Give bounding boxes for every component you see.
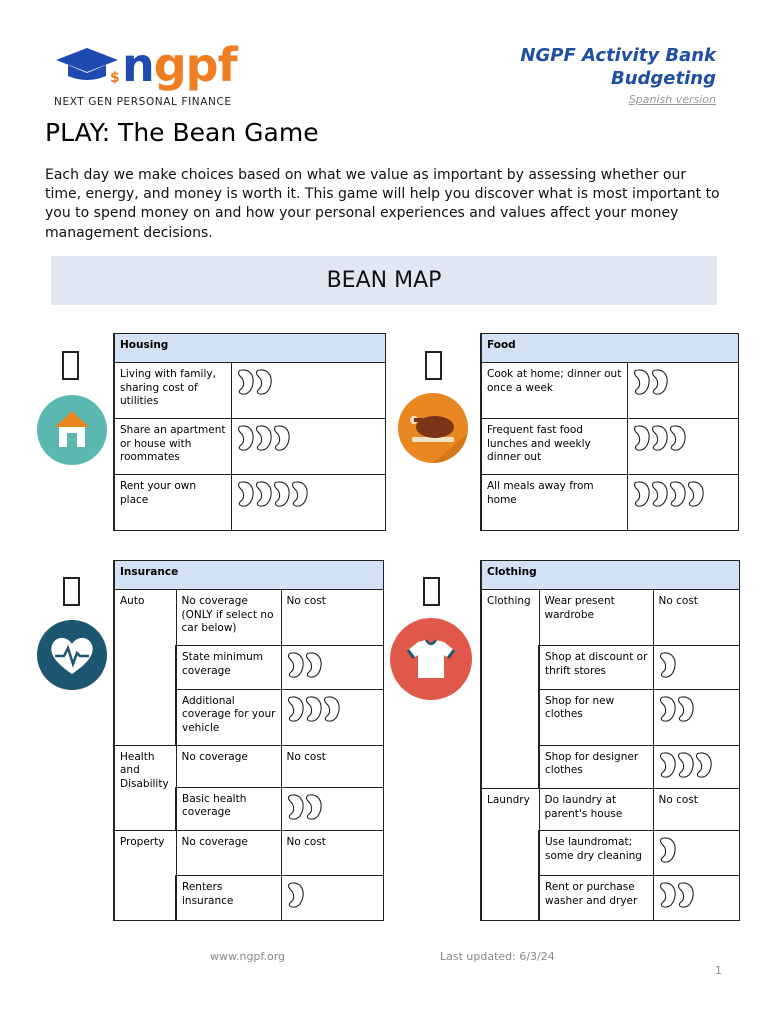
clothing-option: Use laundromat; some dry cleaning: [539, 831, 653, 876]
bean-icon: [287, 695, 305, 723]
bean-cell: [653, 745, 740, 789]
bean-cell: [281, 646, 384, 690]
bean-icon: [287, 651, 305, 679]
page-number: 1: [715, 964, 722, 977]
bean-icon: [695, 751, 713, 779]
cost-cell: No cost: [653, 789, 740, 831]
clothing-group-label: Clothing: [481, 590, 539, 789]
bean-icon: [651, 368, 669, 396]
insurance-group-label: Property: [114, 831, 176, 921]
insurance-option: No coverage (ONLY if select no car below): [176, 590, 281, 646]
bean-cell: [232, 419, 386, 475]
bean-icon: [659, 881, 677, 909]
cost-cell: No cost: [281, 745, 384, 787]
clothing-option: Wear present wardrobe: [539, 590, 653, 646]
bean-cell: [281, 787, 384, 831]
cost-cell: No cost: [653, 590, 740, 646]
missing-glyph-icon: [423, 577, 440, 606]
ngpf-logo: [54, 38, 254, 110]
bean-icon: [237, 368, 255, 396]
bean-icon: [305, 651, 323, 679]
bean-cell: [653, 831, 740, 876]
clothing-option: Shop for designer clothes: [539, 745, 653, 789]
clothing-group-label: Laundry: [481, 789, 539, 921]
bean-icon: [273, 424, 291, 452]
header-right: [520, 44, 716, 106]
cost-cell: No cost: [281, 831, 384, 876]
bean-icon: [633, 424, 651, 452]
footer-updated: Last updated: 6/3/24: [440, 950, 555, 963]
intro-paragraph: Each day we make choices based on what we value as important by assessing whether our time, energy, and money is worth it. This game will help you discover what is most important to you to spend money on and how your personal experiences and values affect your money management decisions.: [45, 167, 720, 241]
logo-tagline: NEXT GEN PERSONAL FINANCE: [54, 96, 232, 108]
bean-icon: [255, 424, 273, 452]
cost-cell: No cost: [281, 590, 384, 646]
housing-option: Share an apartment or house with roommates: [114, 419, 232, 475]
bean-icon: [651, 480, 669, 508]
insurance-header: Insurance: [114, 561, 384, 590]
housing-option: Rent your own place: [114, 475, 232, 531]
bean-icon: [323, 695, 341, 723]
activity-bank-subtitle: Budgeting: [611, 68, 716, 89]
bean-icon: [237, 480, 255, 508]
logo-text-gpf: gpf: [153, 38, 237, 92]
bean-icon: [633, 480, 651, 508]
bean-icon: [305, 695, 323, 723]
footer-website[interactable]: www.ngpf.org: [210, 950, 286, 963]
bean-icon: [255, 368, 273, 396]
missing-glyph-icon: [63, 577, 80, 606]
bean-icon: [287, 881, 305, 909]
bean-icon: [273, 480, 291, 508]
clothing-option: Rent or purchase washer and dryer: [539, 876, 653, 921]
housing-table: [113, 333, 386, 531]
food-option: Cook at home; dinner out once a week: [481, 363, 628, 419]
bean-cell: [628, 475, 739, 531]
bean-icon: [255, 480, 273, 508]
bean-icon: [305, 793, 323, 821]
logo-text-n: n: [122, 38, 154, 92]
bean-icon: [659, 695, 677, 723]
bean-icon: [651, 424, 669, 452]
clothing-option: Shop for new clothes: [539, 689, 653, 745]
insurance-option: No coverage: [176, 831, 281, 876]
bean-cell: [653, 646, 740, 690]
missing-glyph-icon: [62, 351, 79, 380]
bean-cell: [628, 363, 739, 419]
food-header: Food: [481, 334, 739, 363]
insurance-option: No coverage: [176, 745, 281, 787]
bean-icon: [659, 836, 677, 864]
housing-header: Housing: [114, 334, 386, 363]
bean-icon: [291, 480, 309, 508]
bean-cell: [628, 419, 739, 475]
bean-cell: [232, 475, 386, 531]
insurance-group-label: Health and Disability: [114, 745, 176, 831]
food-table: [480, 333, 739, 531]
food-option: Frequent fast food lunches and weekly dinner out: [481, 419, 628, 475]
bean-icon: [687, 480, 705, 508]
bean-icon: [633, 368, 651, 396]
insurance-option: State minimum coverage: [176, 646, 281, 690]
bean-cell: [653, 876, 740, 921]
bean-cell: [232, 363, 386, 419]
activity-bank-title: NGPF Activity Bank: [520, 45, 716, 66]
turkey-icon: [398, 393, 468, 463]
bean-icon: [659, 751, 677, 779]
heart-pulse-icon: [37, 620, 107, 690]
bean-icon: [677, 881, 695, 909]
bean-cell: [281, 689, 384, 745]
bean-icon: [669, 480, 687, 508]
insurance-table: [113, 560, 384, 921]
insurance-option: Basic health coverage: [176, 787, 281, 831]
bean-cell: [281, 876, 384, 921]
bean-cell: [653, 689, 740, 745]
missing-glyph-icon: [425, 351, 442, 380]
bean-icon: [669, 424, 687, 452]
bean-icon: [659, 651, 677, 679]
bean-map-banner: BEAN MAP: [51, 256, 717, 305]
page-title: PLAY: The Bean Game: [45, 118, 319, 147]
clothing-header: Clothing: [481, 561, 740, 590]
housing-option: Living with family, sharing cost of utilities: [114, 363, 232, 419]
food-option: All meals away from home: [481, 475, 628, 531]
clothing-option: Shop at discount or thrift stores: [539, 646, 653, 690]
bean-icon: [287, 793, 305, 821]
insurance-option: Additional coverage for your vehicle: [176, 689, 281, 745]
clothing-table: [480, 560, 740, 921]
tshirt-icon: [390, 618, 472, 700]
graduation-cap-icon: [54, 46, 120, 86]
bean-icon: [237, 424, 255, 452]
insurance-group-label: Auto: [114, 590, 176, 746]
spanish-version-link[interactable]: Spanish version: [628, 93, 716, 106]
svg-text:$: $: [110, 70, 120, 86]
bean-icon: [677, 695, 695, 723]
clothing-option: Do laundry at parent's house: [539, 789, 653, 831]
house-icon: [37, 395, 107, 465]
insurance-option: Renters insurance: [176, 876, 281, 921]
bean-icon: [677, 751, 695, 779]
